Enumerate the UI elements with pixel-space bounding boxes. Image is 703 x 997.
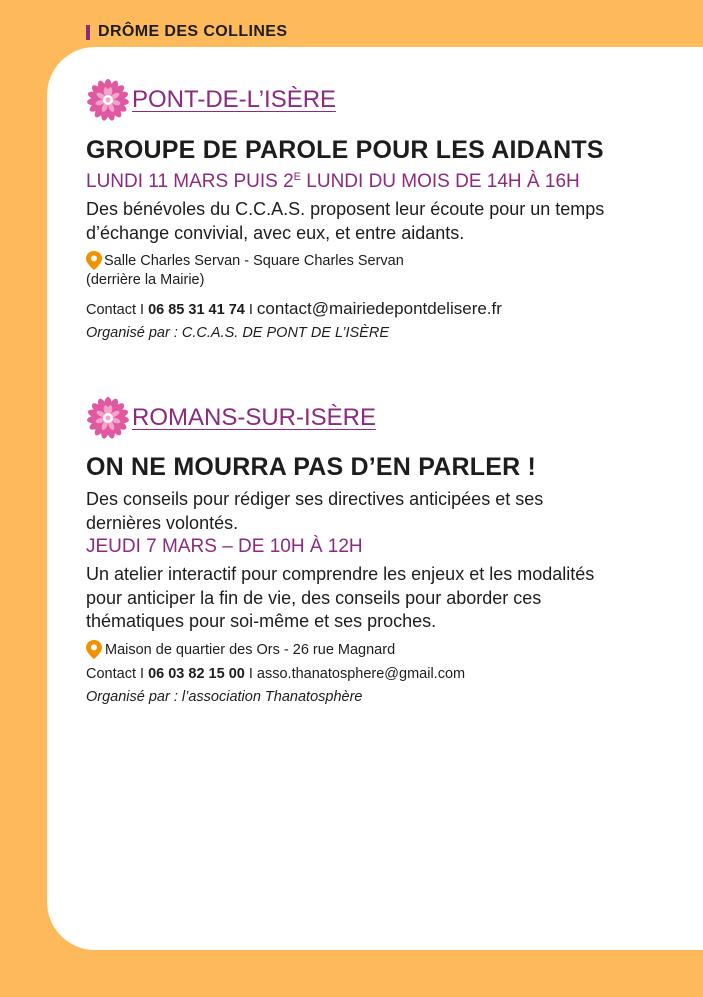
flower-icon bbox=[86, 78, 130, 122]
contact-email[interactable]: contact@mairiedepontdelisere.fr bbox=[256, 299, 502, 318]
location-pin-icon bbox=[86, 251, 102, 270]
event-date: JEUDI 7 MARS – DE 10H À 12H bbox=[86, 536, 363, 557]
header-title: DRÔME DES COLLINES bbox=[98, 23, 288, 40]
location-name[interactable]: PONT-DE-L’ISÈRE bbox=[132, 86, 337, 113]
location-heading bbox=[86, 78, 646, 122]
event-description: Des bénévoles du C.C.A.S. proposent leur écoute pour un temps d’échange convivial, avec eux, et entre aidants. bbox=[86, 199, 605, 243]
event-description: Un atelier interactif pour comprendre les enjeux et les modalités pour anticiper la fin de vie, des conseils pour aborder ces thématiques pour soi-même et ses proches. bbox=[86, 564, 595, 631]
page-header bbox=[86, 23, 287, 41]
header-marker bbox=[86, 25, 90, 40]
event-address: Maison de quartier des Ors - 26 rue Magnard bbox=[86, 641, 646, 660]
event-address: Salle Charles Servan - Square Charles Servan (derrière la Mairie) bbox=[86, 253, 404, 288]
event-contact: Contact I 06 03 82 15 00 I asso.thanatosphere@gmail.com bbox=[86, 665, 466, 682]
event-title: GROUPE DE PAROLE POUR LES AIDANTS bbox=[86, 136, 604, 164]
event-section-romans bbox=[86, 396, 646, 707]
flower-icon bbox=[86, 396, 130, 440]
event-contact: Contact I 06 85 31 41 74 I contact@mairiedepontdelisere.fr bbox=[86, 299, 502, 318]
location-heading bbox=[86, 396, 646, 440]
location-pin-icon bbox=[86, 640, 102, 659]
event-title: ON NE MOURRA PAS D’EN PARLER ! bbox=[86, 453, 536, 481]
event-date: LUNDI 11 MARS PUIS $2^E$ LUNDI DU MOIS DE 14H À 16H bbox=[86, 171, 580, 192]
event-organizer: Organisé par : C.C.A.S. DE PONT DE L’ISÈRE bbox=[86, 325, 389, 341]
contact-phone[interactable]: 06 85 31 41 74 bbox=[148, 302, 245, 318]
location-name[interactable]: ROMANS-SUR-ISÈRE bbox=[132, 404, 377, 431]
contact-phone[interactable]: 06 03 82 15 00 bbox=[148, 665, 245, 682]
contact-email[interactable]: asso.thanatosphere@gmail.com bbox=[256, 665, 466, 682]
event-intro: Des conseils pour rédiger ses directives anticipées et ses dernières volontés. bbox=[86, 489, 544, 533]
event-section-pont bbox=[86, 78, 646, 343]
event-organizer: Organisé par : l’association Thanatosphère bbox=[86, 688, 363, 705]
